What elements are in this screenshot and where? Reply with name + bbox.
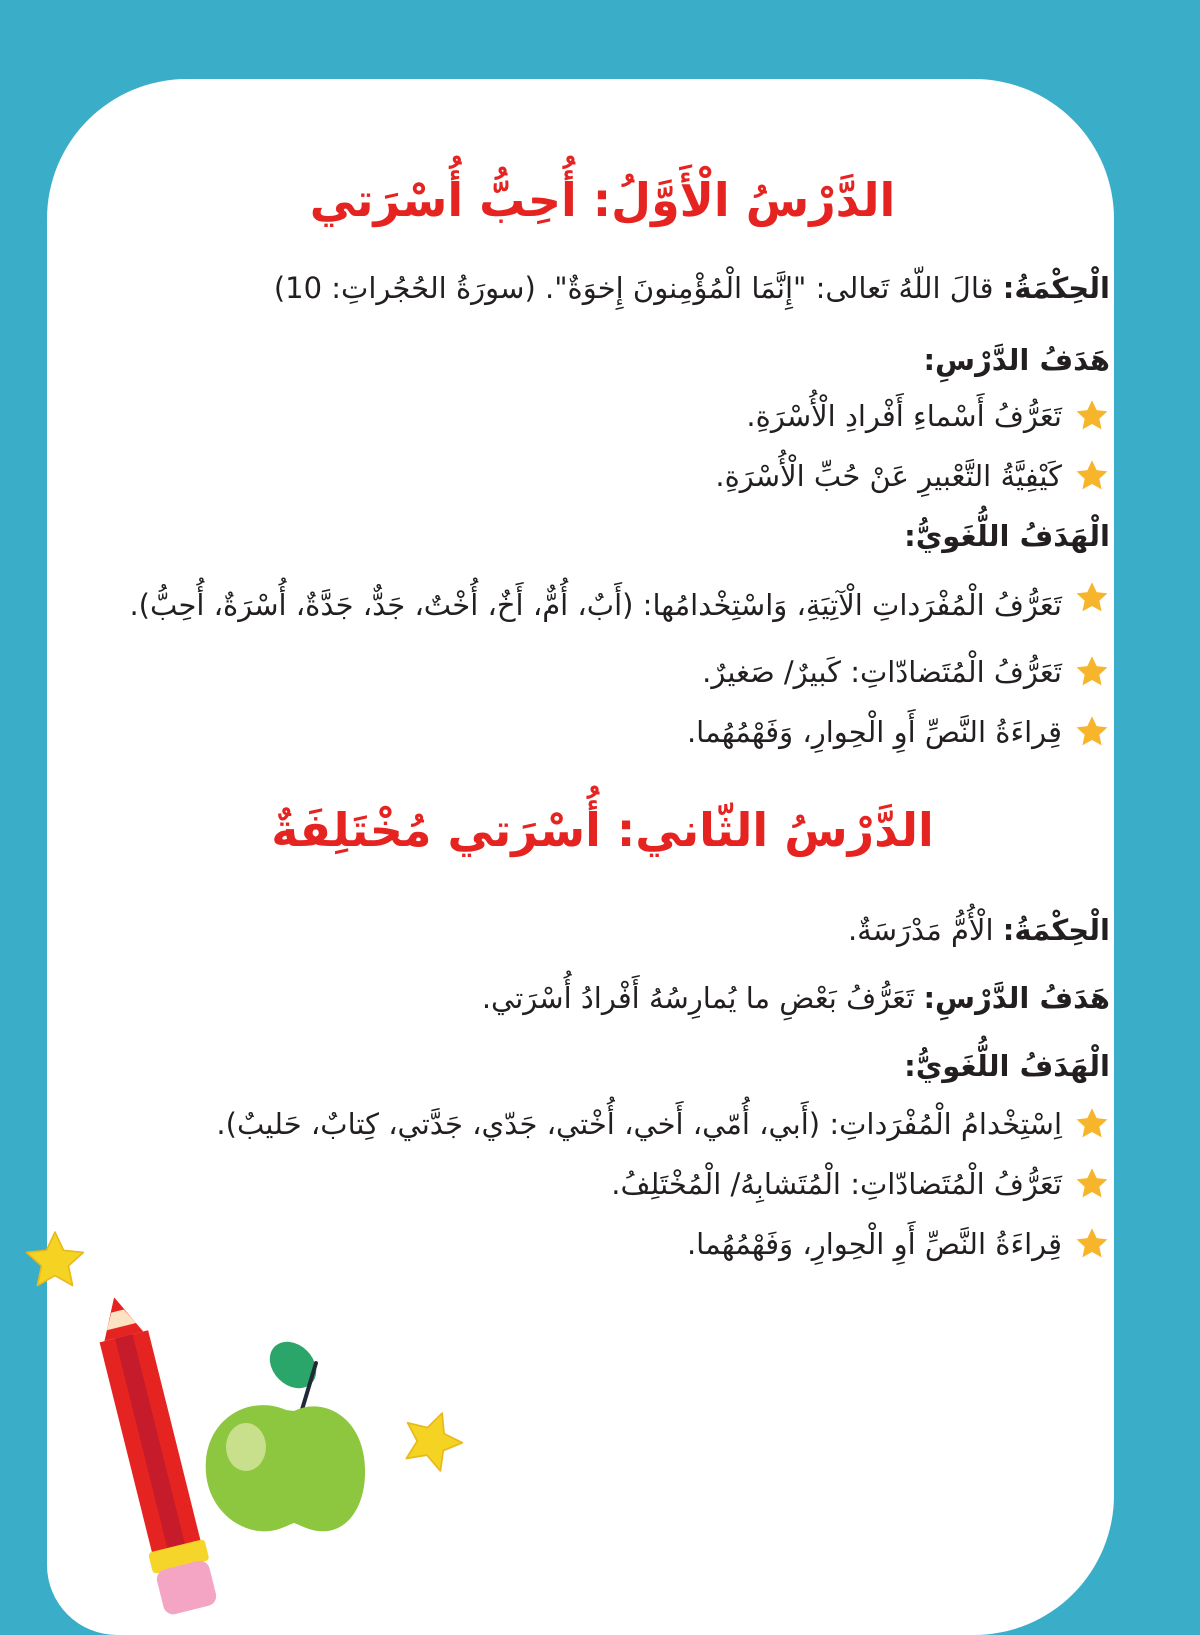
lesson2-wisdom-text: الْأُمُّ مَدْرَسَةٌ. (847, 913, 994, 947)
lesson1-lang-label: الْهَدَفُ اللُّغَويُّ: (904, 519, 1110, 553)
lesson2-lang-item (95, 1098, 1110, 1150)
lesson1-goal-item (95, 390, 1110, 442)
lesson2-lang-item (95, 1158, 1110, 1210)
lesson1-goal-item (95, 450, 1110, 502)
star-icon (1074, 1226, 1110, 1262)
lesson1-title: الدَّرْسُ الْأَوَّلُ: أُحِبُّ أُسْرَتي (309, 173, 896, 227)
lesson2-goal (95, 978, 1110, 1018)
star-icon (398, 1407, 466, 1475)
lesson2-lang-label: الْهَدَفُ اللُّغَويُّ: (904, 1049, 1110, 1083)
star-icon (1074, 1106, 1110, 1142)
star-icon (1074, 1166, 1110, 1202)
lesson1-lang-item (95, 706, 1110, 758)
lesson2-lang-item (95, 1218, 1110, 1270)
lesson1-goal-text: كَيْفِيَّةُ التَّعْبيرِ عَنْ حُبِّ الْأُسْرَةِ. (715, 459, 1062, 493)
page-content (95, 160, 1110, 1270)
lesson1-wisdom-text: قالَ اللّهُ تَعالى: "إِنَّمَا الْمُؤْمِنونَ إِخوَةٌ". (سورَةُ الحُجُراتِ: 10) (273, 271, 994, 305)
lesson1-wisdom-label: الْحِكْمَةُ: (1002, 271, 1110, 305)
lesson1-goal-label: هَدَفُ الدَّرْسِ: (923, 343, 1110, 377)
lesson2-goal-label: هَدَفُ الدَّرْسِ: (923, 981, 1110, 1015)
lesson2-lang-text: تَعَرُّفُ الْمُتَضادّاتِ: الْمُتَشابِهُ/ الْمُخْتَلِفُ. (611, 1167, 1062, 1201)
lesson1-lang-item (95, 646, 1110, 698)
star-icon (1074, 398, 1110, 434)
star-icon (1074, 654, 1110, 690)
apple-icon (198, 1335, 373, 1535)
lesson1-lang-text: تَعَرُّفُ الْمُتَضادّاتِ: كَبيرٌ/ صَغيرٌ. (702, 655, 1062, 689)
lesson2-wisdom (95, 910, 1110, 950)
star-icon (1074, 458, 1110, 494)
lesson2-lang-text: اِسْتِخْدامُ الْمُفْرَداتِ: (أَبي، أُمّي، أَخي، أُخْتي، جَدّي، جَدَّتي، كِتابٌ، حَليبٌ). (216, 1107, 1062, 1141)
lesson1-lang-item (95, 572, 1110, 638)
lesson1-lang-text: قِراءَةُ النَّصِّ أَوِ الْحِوارِ، وَفَهْمُهُما. (686, 715, 1062, 749)
lesson2-goal-text: تَعَرُّفُ بَعْضِ ما يُمارِسُهُ أَفْرادُ أُسْرَتي. (481, 981, 915, 1015)
star-icon (22, 1228, 88, 1294)
page-number: 2 (73, 1512, 93, 1545)
lesson2-wisdom-label: الْحِكْمَةُ: (1002, 913, 1110, 947)
star-icon (1074, 714, 1110, 750)
lesson2-title: الدَّرْسُ الثّاني: أُسْرَتي مُخْتَلِفَةٌ (271, 803, 934, 857)
lesson1-goal-text: تَعَرُّفُ أَسْماءِ أَفْرادِ الْأُسْرَةِ. (746, 399, 1062, 433)
star-icon (1074, 580, 1110, 616)
lesson1-wisdom (95, 268, 1110, 308)
lesson2-lang-text: قِراءَةُ النَّصِّ أَوِ الْحِوارِ، وَفَهْمُهُما. (686, 1227, 1062, 1261)
lesson1-lang-text: تَعَرُّفُ الْمُفْرَداتِ الْآتِيَةِ، وَاسْتِخْدامُها: (أَبٌ، أُمٌّ، أَخٌ، أُخْتٌ، جَدٌّ، جَدَّةٌ، أُسْرَةٌ، أُحِبُّ). (129, 588, 1062, 622)
